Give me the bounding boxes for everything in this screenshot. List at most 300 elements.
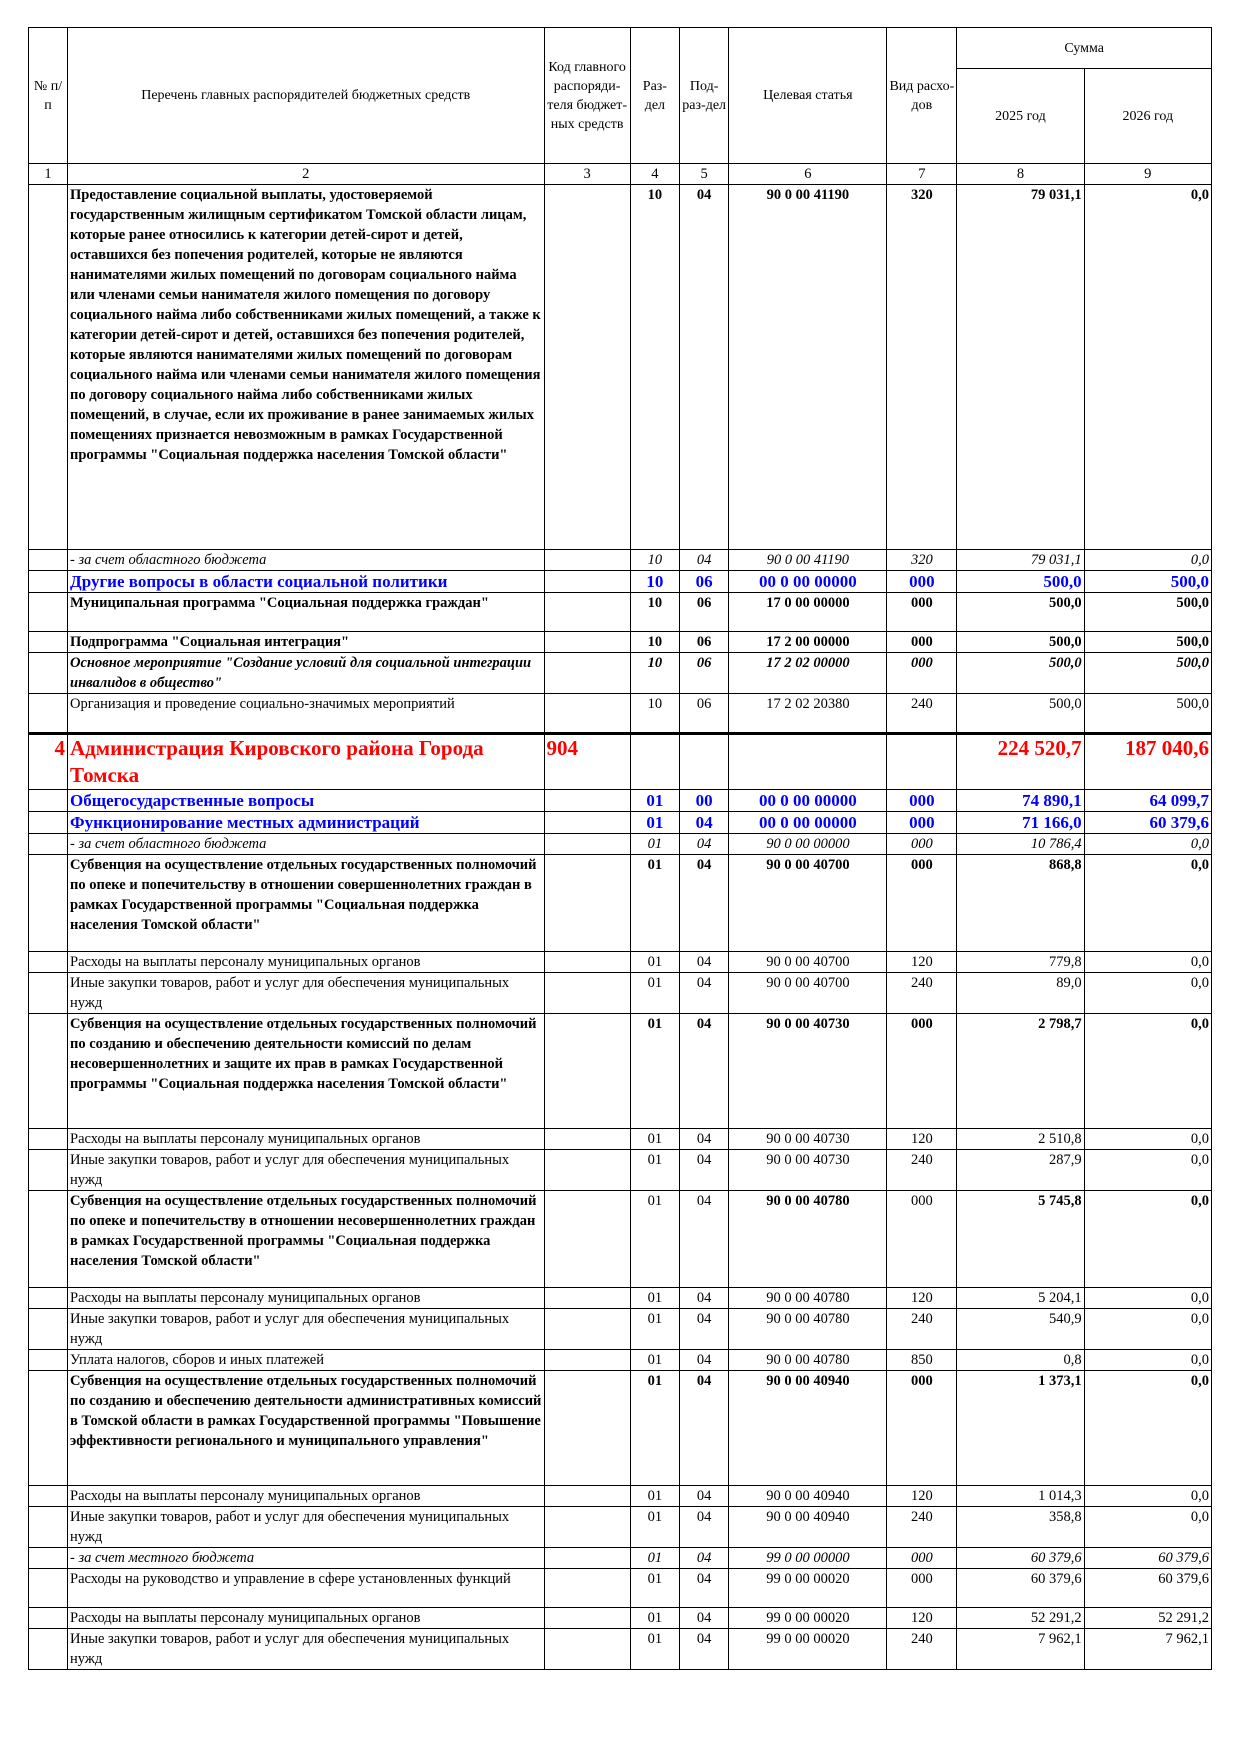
table-row <box>29 834 1212 855</box>
cell-pod: 04 <box>680 1371 729 1486</box>
cell-article: 90 0 00 40700 <box>729 855 887 952</box>
table-row <box>29 1486 1212 1507</box>
cell-razdel: 10 <box>630 571 679 593</box>
cell-name: Администрация Кировского района Города Томска <box>68 734 544 790</box>
cell-article: 90 0 00 40780 <box>729 1191 887 1288</box>
cell-name: Иные закупки товаров, работ и услуг для обеспечения муниципальных нужд <box>68 1150 544 1191</box>
cell-pod: 06 <box>680 632 729 653</box>
header-num: № п/п <box>29 28 68 164</box>
cell-pod: 04 <box>680 855 729 952</box>
cell-s2025: 89,0 <box>957 973 1084 1014</box>
cell-razdel: 10 <box>630 593 679 632</box>
cell-article: 90 0 00 40940 <box>729 1371 887 1486</box>
cell-razdel: 01 <box>630 1486 679 1507</box>
cell-article: 17 2 02 20380 <box>729 694 887 734</box>
table-row <box>29 812 1212 834</box>
budget-table <box>28 27 1212 1670</box>
cell-type: 850 <box>887 1350 957 1371</box>
cell-name: Муниципальная программа "Социальная поддержка граждан" <box>68 593 544 632</box>
cell-article: 90 0 00 40780 <box>729 1288 887 1309</box>
cell-s2026: 0,0 <box>1084 1350 1211 1371</box>
cell-code <box>544 1288 630 1309</box>
cell-pod: 04 <box>680 1608 729 1629</box>
budget-page <box>28 27 1212 1670</box>
cell-code: 904 <box>544 734 630 790</box>
cell-name: Субвенция на осуществление отдельных государственных полномочий по опеке и попечительству в отношении несовершеннолетних граждан в рамках Государственной программы "Социальная поддержка населения Томской области" <box>68 1191 544 1288</box>
cell-type: 240 <box>887 1629 957 1670</box>
table-row <box>29 1150 1212 1191</box>
cell-code <box>544 694 630 734</box>
cell-num <box>29 632 68 653</box>
cell-num <box>29 694 68 734</box>
cell-razdel: 01 <box>630 1129 679 1150</box>
header-code: Код главного распоряди-теля бюджет-ных средств <box>544 28 630 164</box>
table-row <box>29 1014 1212 1129</box>
table-row <box>29 593 1212 632</box>
cell-pod: 00 <box>680 790 729 812</box>
cell-name: - за счет областного бюджета <box>68 550 544 571</box>
header-2025: 2025 год <box>957 69 1084 164</box>
cell-article: 90 0 00 40730 <box>729 1150 887 1191</box>
cell-num <box>29 952 68 973</box>
table-row <box>29 855 1212 952</box>
cell-s2025: 1 373,1 <box>957 1371 1084 1486</box>
table-row <box>29 550 1212 571</box>
cell-razdel: 01 <box>630 1548 679 1569</box>
cell-code <box>544 1548 630 1569</box>
col-number: 6 <box>729 164 887 185</box>
cell-pod: 04 <box>680 1014 729 1129</box>
cell-pod: 04 <box>680 1191 729 1288</box>
col-number: 1 <box>29 164 68 185</box>
col-number: 4 <box>630 164 679 185</box>
cell-type: 120 <box>887 1608 957 1629</box>
cell-razdel <box>630 734 679 790</box>
cell-s2025: 74 890,1 <box>957 790 1084 812</box>
cell-article: 90 0 00 41190 <box>729 550 887 571</box>
cell-num <box>29 653 68 694</box>
cell-code <box>544 550 630 571</box>
cell-code <box>544 855 630 952</box>
cell-pod <box>680 734 729 790</box>
cell-type: 000 <box>887 855 957 952</box>
cell-s2026: 60 379,6 <box>1084 1569 1211 1608</box>
cell-num <box>29 812 68 834</box>
cell-name: Уплата налогов, сборов и иных платежей <box>68 1350 544 1371</box>
cell-pod: 06 <box>680 571 729 593</box>
cell-s2025: 60 379,6 <box>957 1569 1084 1608</box>
cell-article: 99 0 00 00000 <box>729 1548 887 1569</box>
cell-s2026: 187 040,6 <box>1084 734 1211 790</box>
cell-code <box>544 1507 630 1548</box>
cell-article: 99 0 00 00020 <box>729 1629 887 1670</box>
header-podrazdel: Под-раз-дел <box>680 28 729 164</box>
cell-pod: 04 <box>680 1350 729 1371</box>
cell-pod: 06 <box>680 593 729 632</box>
cell-type: 000 <box>887 653 957 694</box>
cell-s2026: 0,0 <box>1084 973 1211 1014</box>
cell-pod: 04 <box>680 1486 729 1507</box>
cell-article: 90 0 00 40780 <box>729 1350 887 1371</box>
cell-s2026: 0,0 <box>1084 1507 1211 1548</box>
cell-pod: 06 <box>680 694 729 734</box>
cell-s2026: 500,0 <box>1084 632 1211 653</box>
cell-pod: 04 <box>680 1629 729 1670</box>
cell-name: Расходы на выплаты персоналу муниципальных органов <box>68 1486 544 1507</box>
cell-type: 000 <box>887 812 957 834</box>
header-sum: Сумма <box>957 28 1212 69</box>
cell-name: Основное мероприятие "Создание условий для социальной интеграции инвалидов в общество" <box>68 653 544 694</box>
cell-razdel: 01 <box>630 1350 679 1371</box>
cell-s2025: 10 786,4 <box>957 834 1084 855</box>
cell-s2025: 358,8 <box>957 1507 1084 1548</box>
cell-s2025: 79 031,1 <box>957 550 1084 571</box>
table-row <box>29 1371 1212 1486</box>
table-body <box>29 185 1212 1670</box>
table-row <box>29 1309 1212 1350</box>
cell-code <box>544 1309 630 1350</box>
cell-s2026: 60 379,6 <box>1084 812 1211 834</box>
table-row <box>29 653 1212 694</box>
cell-article: 90 0 00 40700 <box>729 952 887 973</box>
cell-num <box>29 1150 68 1191</box>
cell-razdel: 01 <box>630 1608 679 1629</box>
cell-article: 00 0 00 00000 <box>729 790 887 812</box>
cell-type: 000 <box>887 790 957 812</box>
cell-s2026: 60 379,6 <box>1084 1548 1211 1569</box>
cell-type: 120 <box>887 1288 957 1309</box>
cell-type: 320 <box>887 550 957 571</box>
cell-num <box>29 1191 68 1288</box>
cell-pod: 04 <box>680 952 729 973</box>
cell-code <box>544 812 630 834</box>
cell-type: 240 <box>887 1507 957 1548</box>
cell-s2025: 500,0 <box>957 694 1084 734</box>
col-number: 9 <box>1084 164 1211 185</box>
cell-name: Расходы на руководство и управление в сфере установленных функций <box>68 1569 544 1608</box>
cell-type <box>887 734 957 790</box>
cell-article: 90 0 00 40940 <box>729 1486 887 1507</box>
cell-type: 320 <box>887 185 957 550</box>
cell-s2026: 0,0 <box>1084 1486 1211 1507</box>
cell-name: - за счет областного бюджета <box>68 834 544 855</box>
cell-s2026: 500,0 <box>1084 593 1211 632</box>
cell-s2026: 0,0 <box>1084 1288 1211 1309</box>
cell-razdel: 10 <box>630 653 679 694</box>
cell-code <box>544 632 630 653</box>
cell-num <box>29 1548 68 1569</box>
cell-code <box>544 1569 630 1608</box>
table-row <box>29 1629 1212 1670</box>
cell-num <box>29 1608 68 1629</box>
cell-s2025: 2 798,7 <box>957 1014 1084 1129</box>
table-row <box>29 1191 1212 1288</box>
cell-num <box>29 834 68 855</box>
cell-name: Субвенция на осуществление отдельных государственных полномочий по опеке и попечительству в отношении совершеннолетних граждан в рамках Государственной программы "Социальная поддержка населения Томской области" <box>68 855 544 952</box>
cell-s2025: 500,0 <box>957 653 1084 694</box>
cell-num <box>29 571 68 593</box>
cell-pod: 04 <box>680 550 729 571</box>
cell-num <box>29 790 68 812</box>
cell-name: Иные закупки товаров, работ и услуг для обеспечения муниципальных нужд <box>68 973 544 1014</box>
cell-s2026: 500,0 <box>1084 571 1211 593</box>
cell-type: 000 <box>887 571 957 593</box>
cell-s2026: 0,0 <box>1084 952 1211 973</box>
cell-article: 99 0 00 00020 <box>729 1569 887 1608</box>
cell-s2026: 500,0 <box>1084 694 1211 734</box>
cell-name: Субвенция на осуществление отдельных государственных полномочий по созданию и обеспечению деятельности комиссий по делам несовершеннолетних и защите их прав в рамках Государственной программы "Социальная поддержка населения Томской области" <box>68 1014 544 1129</box>
cell-pod: 04 <box>680 1309 729 1350</box>
table-row <box>29 790 1212 812</box>
table-row <box>29 185 1212 550</box>
cell-type: 000 <box>887 1014 957 1129</box>
cell-razdel: 01 <box>630 812 679 834</box>
cell-razdel: 01 <box>630 790 679 812</box>
cell-article: 17 2 02 00000 <box>729 653 887 694</box>
table-row <box>29 694 1212 734</box>
cell-razdel: 10 <box>630 185 679 550</box>
cell-code <box>544 1129 630 1150</box>
cell-name: Иные закупки товаров, работ и услуг для обеспечения муниципальных нужд <box>68 1507 544 1548</box>
cell-type: 000 <box>887 632 957 653</box>
table-row <box>29 1507 1212 1548</box>
cell-s2025: 7 962,1 <box>957 1629 1084 1670</box>
cell-num <box>29 1129 68 1150</box>
cell-s2026: 64 099,7 <box>1084 790 1211 812</box>
cell-article: 90 0 00 40940 <box>729 1507 887 1548</box>
cell-pod: 04 <box>680 812 729 834</box>
cell-name: Подпрограмма "Социальная интеграция" <box>68 632 544 653</box>
cell-type: 240 <box>887 1309 957 1350</box>
cell-s2025: 779,8 <box>957 952 1084 973</box>
table-row <box>29 973 1212 1014</box>
cell-name: Расходы на выплаты персоналу муниципальных органов <box>68 1288 544 1309</box>
cell-s2025: 287,9 <box>957 1150 1084 1191</box>
cell-code <box>544 1608 630 1629</box>
cell-num <box>29 550 68 571</box>
cell-article: 00 0 00 00000 <box>729 571 887 593</box>
header-razdel: Раз-дел <box>630 28 679 164</box>
cell-num <box>29 855 68 952</box>
cell-razdel: 01 <box>630 1014 679 1129</box>
cell-article: 90 0 00 40780 <box>729 1309 887 1350</box>
header-2026: 2026 год <box>1084 69 1211 164</box>
cell-type: 240 <box>887 694 957 734</box>
cell-razdel: 10 <box>630 694 679 734</box>
cell-type: 000 <box>887 834 957 855</box>
cell-type: 120 <box>887 1486 957 1507</box>
table-row <box>29 952 1212 973</box>
cell-num <box>29 185 68 550</box>
cell-article <box>729 734 887 790</box>
table-row <box>29 1350 1212 1371</box>
table-row <box>29 1548 1212 1569</box>
header-name: Перечень главных распорядителей бюджетных средств <box>68 28 544 164</box>
cell-type: 240 <box>887 973 957 1014</box>
cell-razdel: 01 <box>630 1191 679 1288</box>
table-row <box>29 1569 1212 1608</box>
cell-name: Субвенция на осуществление отдельных государственных полномочий по созданию и обеспечению деятельности административных комиссий в Томской области в рамках Государственной программы "Повышение эффективности регионального и муниципального управления" <box>68 1371 544 1486</box>
cell-article: 17 2 00 00000 <box>729 632 887 653</box>
cell-name: - за счет местного бюджета <box>68 1548 544 1569</box>
cell-name: Другие вопросы в области социальной политики <box>68 571 544 593</box>
cell-s2026: 52 291,2 <box>1084 1608 1211 1629</box>
cell-type: 120 <box>887 1129 957 1150</box>
cell-s2025: 71 166,0 <box>957 812 1084 834</box>
cell-s2026: 7 962,1 <box>1084 1629 1211 1670</box>
cell-type: 000 <box>887 1191 957 1288</box>
cell-num <box>29 593 68 632</box>
cell-num: 4 <box>29 734 68 790</box>
cell-razdel: 01 <box>630 1309 679 1350</box>
cell-razdel: 01 <box>630 952 679 973</box>
cell-s2026: 0,0 <box>1084 1309 1211 1350</box>
cell-s2025: 500,0 <box>957 593 1084 632</box>
cell-s2025: 868,8 <box>957 855 1084 952</box>
cell-s2025: 52 291,2 <box>957 1608 1084 1629</box>
cell-article: 99 0 00 00020 <box>729 1608 887 1629</box>
cell-pod: 04 <box>680 1288 729 1309</box>
cell-razdel: 01 <box>630 1569 679 1608</box>
cell-article: 00 0 00 00000 <box>729 812 887 834</box>
cell-code <box>544 1150 630 1191</box>
cell-razdel: 01 <box>630 855 679 952</box>
cell-s2026: 0,0 <box>1084 1191 1211 1288</box>
table-row <box>29 1608 1212 1629</box>
cell-name: Общегосударственные вопросы <box>68 790 544 812</box>
cell-num <box>29 1569 68 1608</box>
cell-s2026: 0,0 <box>1084 1129 1211 1150</box>
table-row <box>29 1129 1212 1150</box>
header-type: Вид расхо-дов <box>887 28 957 164</box>
cell-code <box>544 1014 630 1129</box>
cell-code <box>544 1629 630 1670</box>
cell-s2025: 60 379,6 <box>957 1548 1084 1569</box>
cell-s2026: 0,0 <box>1084 1014 1211 1129</box>
cell-s2026: 500,0 <box>1084 653 1211 694</box>
col-number: 2 <box>68 164 544 185</box>
table-row <box>29 734 1212 790</box>
cell-name: Расходы на выплаты персоналу муниципальных органов <box>68 952 544 973</box>
cell-article: 90 0 00 41190 <box>729 185 887 550</box>
cell-name: Расходы на выплаты персоналу муниципальных органов <box>68 1129 544 1150</box>
cell-code <box>544 952 630 973</box>
cell-code <box>544 1191 630 1288</box>
cell-code <box>544 1350 630 1371</box>
cell-s2025: 540,9 <box>957 1309 1084 1350</box>
cell-s2025: 1 014,3 <box>957 1486 1084 1507</box>
cell-razdel: 01 <box>630 1371 679 1486</box>
cell-name: Организация и проведение социально-значимых мероприятий <box>68 694 544 734</box>
cell-s2025: 224 520,7 <box>957 734 1084 790</box>
col-number: 3 <box>544 164 630 185</box>
cell-article: 17 0 00 00000 <box>729 593 887 632</box>
cell-code <box>544 1371 630 1486</box>
cell-num <box>29 1309 68 1350</box>
cell-pod: 04 <box>680 834 729 855</box>
table-row <box>29 1288 1212 1309</box>
cell-razdel: 01 <box>630 1507 679 1548</box>
cell-article: 90 0 00 40730 <box>729 1129 887 1150</box>
cell-num <box>29 1288 68 1309</box>
cell-s2025: 500,0 <box>957 632 1084 653</box>
cell-type: 000 <box>887 1548 957 1569</box>
cell-code <box>544 571 630 593</box>
cell-razdel: 01 <box>630 834 679 855</box>
cell-type: 240 <box>887 1150 957 1191</box>
cell-s2026: 0,0 <box>1084 1150 1211 1191</box>
cell-num <box>29 1350 68 1371</box>
cell-pod: 04 <box>680 185 729 550</box>
cell-type: 000 <box>887 1569 957 1608</box>
cell-num <box>29 1371 68 1486</box>
cell-razdel: 10 <box>630 550 679 571</box>
col-number: 5 <box>680 164 729 185</box>
cell-s2025: 0,8 <box>957 1350 1084 1371</box>
cell-name: Иные закупки товаров, работ и услуг для обеспечения муниципальных нужд <box>68 1629 544 1670</box>
cell-s2026: 0,0 <box>1084 1371 1211 1486</box>
cell-num <box>29 1507 68 1548</box>
cell-s2025: 79 031,1 <box>957 185 1084 550</box>
cell-pod: 04 <box>680 1129 729 1150</box>
cell-razdel: 01 <box>630 1288 679 1309</box>
cell-name: Иные закупки товаров, работ и услуг для обеспечения муниципальных нужд <box>68 1309 544 1350</box>
cell-code <box>544 593 630 632</box>
cell-pod: 06 <box>680 653 729 694</box>
cell-article: 90 0 00 40730 <box>729 1014 887 1129</box>
table-row <box>29 632 1212 653</box>
cell-pod: 04 <box>680 1548 729 1569</box>
cell-num <box>29 1629 68 1670</box>
cell-type: 000 <box>887 1371 957 1486</box>
cell-num <box>29 1014 68 1129</box>
cell-s2025: 5 204,1 <box>957 1288 1084 1309</box>
cell-name: Функционирование местных администраций <box>68 812 544 834</box>
cell-s2026: 0,0 <box>1084 855 1211 952</box>
cell-code <box>544 653 630 694</box>
cell-razdel: 01 <box>630 1150 679 1191</box>
cell-num <box>29 973 68 1014</box>
cell-s2025: 5 745,8 <box>957 1191 1084 1288</box>
cell-s2026: 0,0 <box>1084 834 1211 855</box>
cell-name: Предоставление социальной выплаты, удостоверяемой государственным жилищным сертификатом Томской области лицам, которые ранее относились к категории детей-сирот и детей, оставшихся без попечения родителей, которые не являются нанимателями жилых помещений по договорам социального найма или членами семьи нанимателя жилого помещения по договору социального найма либо собственниками жилых помещений, а также к категории детей-сирот и детей, оставшихся без попечения родителей, которые являются нанимателями жилых помещений по договорам социального найма или членами семьи нанимателя жилого помещения по договору социального найма либо собственниками жилых помещений, в случае, если их проживание в ранее занимаемых жилых помещениях признается невозможным в рамках Государственной программы "Социальная поддержка населения Томской области" <box>68 185 544 550</box>
cell-code <box>544 185 630 550</box>
cell-article: 90 0 00 00000 <box>729 834 887 855</box>
col-number: 7 <box>887 164 957 185</box>
cell-razdel: 01 <box>630 1629 679 1670</box>
cell-s2026: 0,0 <box>1084 550 1211 571</box>
header-article: Целевая статья <box>729 28 887 164</box>
cell-code <box>544 1486 630 1507</box>
col-number: 8 <box>957 164 1084 185</box>
cell-code <box>544 790 630 812</box>
cell-code <box>544 973 630 1014</box>
cell-num <box>29 1486 68 1507</box>
cell-pod: 04 <box>680 1569 729 1608</box>
cell-pod: 04 <box>680 1150 729 1191</box>
cell-article: 90 0 00 40700 <box>729 973 887 1014</box>
table-row <box>29 571 1212 593</box>
cell-razdel: 10 <box>630 632 679 653</box>
cell-name: Расходы на выплаты персоналу муниципальных органов <box>68 1608 544 1629</box>
cell-pod: 04 <box>680 1507 729 1548</box>
cell-s2025: 500,0 <box>957 571 1084 593</box>
cell-type: 000 <box>887 593 957 632</box>
cell-type: 120 <box>887 952 957 973</box>
cell-s2026: 0,0 <box>1084 185 1211 550</box>
cell-code <box>544 834 630 855</box>
cell-s2025: 2 510,8 <box>957 1129 1084 1150</box>
